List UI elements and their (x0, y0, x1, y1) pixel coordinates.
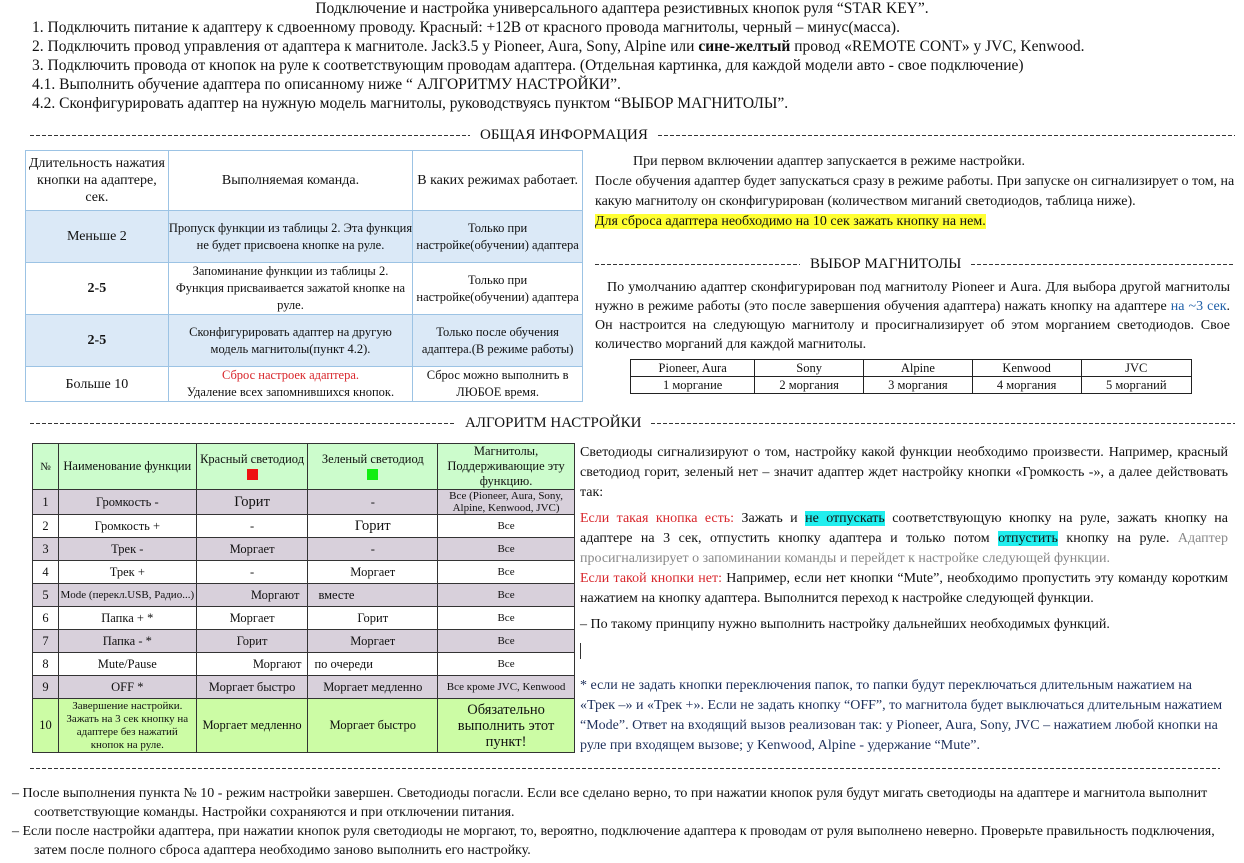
paragraph: – По такому принципу нужно выполнить настройку дальнейших необходимых функций. (580, 617, 1110, 632)
table-row (33, 538, 575, 561)
cell: Моргают (196, 653, 308, 676)
cell: 1 (33, 490, 59, 515)
header-cell: Выполняемая команда. (168, 151, 412, 211)
text: Например, если нет кнопки “Mute”, необходимо пропустить эту команду коротким нажатием на кнопку адаптера. Выполнится переход к настройке следующей функции. (580, 571, 1228, 606)
header-cell: Наименование функции (58, 444, 196, 490)
label-red: Если такой кнопки нет: (580, 571, 723, 586)
cell: Alpine (864, 360, 973, 377)
table-row (33, 630, 575, 653)
step-2 (32, 37, 1085, 56)
cell: Завершение настройки. Зажать на 3 сек кнопку на адаптере без нажатий кнопок на руле. (58, 699, 196, 753)
cell: 7 (33, 630, 59, 653)
section-title-general: ОБЩАЯ ИНФОРМАЦИЯ (480, 127, 648, 143)
cell: 2-5 (26, 263, 169, 315)
label-red: Если такая кнопка есть: (580, 511, 735, 526)
green-led-icon (367, 469, 378, 480)
cell: 4 (33, 561, 59, 584)
cell: Сброс можно выполнить в ЛЮБОЕ время. (413, 367, 583, 402)
header-text: Зеленый светодиод (321, 451, 424, 466)
cell: 3 моргания (864, 377, 973, 394)
cell: Обязательно выполнить этот пункт! (438, 699, 575, 753)
table-row (26, 263, 583, 315)
table-row (33, 653, 575, 676)
cell: Папка + * (58, 607, 196, 630)
cell: Только при настройке(обучении) адаптера (413, 211, 583, 263)
cell: Все (438, 538, 575, 561)
cell: 9 (33, 676, 59, 699)
red-led-icon (247, 469, 258, 480)
cell: - (196, 515, 308, 538)
bottom-notes (8, 784, 1230, 860)
cell: Сконфигурировать адаптер на другую модель магнитолы(пункт 4.2). (168, 315, 412, 367)
cell: Трек + (58, 561, 196, 584)
text-cursor (580, 643, 581, 659)
cell: Пропуск функции из таблицы 2. Эта функция не будет присвоена кнопке на руле. (168, 211, 412, 263)
cell: Все (438, 630, 575, 653)
table-row (33, 676, 575, 699)
cell: Трек - (58, 538, 196, 561)
reset-highlight: Для сброса адаптера необходимо на 10 сек зажать кнопку на нем. (595, 214, 986, 229)
header-text: Красный светодиод (200, 451, 305, 466)
cell: Sony (755, 360, 864, 377)
text: . Он настроится на следующую магнитолу и просигнализирует об этом морганием светодиодов. Свое количество морганий для каждой магнитолы. (595, 299, 1230, 352)
text: Зажать и (734, 511, 806, 526)
cell: Моргает (196, 538, 308, 561)
step-2-end: провод «REMOTE CONT» у JVC, Kenwood. (790, 38, 1085, 55)
cell: 2-5 (26, 315, 169, 367)
step-2-bold: сине-желтый (698, 38, 791, 55)
cell: 1 моргание (631, 377, 755, 394)
paragraph: Светодиоды сигнализируют о том, настройку какой функции необходимо произвести. Например, красный светодиод горит, зеленый нет – значит адаптер ждет настройку кнопки «Громкость -», а далее действовать так: (580, 445, 1228, 500)
cell: Моргает (308, 561, 438, 584)
cell: Больше 10 (26, 367, 169, 402)
cell: 5 (33, 584, 59, 607)
step-4-2: 4.2. Сконфигурировать адаптер на нужную модель магнитолы, руководствуясь пунктом “ВЫБОР МАГНИТОЛЫ”. (32, 95, 789, 112)
table-row (33, 607, 575, 630)
cell: Все (Pioneer, Aura, Sony, Alpine, Kenwood, JVC) (438, 490, 575, 515)
header-cell (308, 444, 438, 490)
paragraph: При первом включении адаптер запускается в режиме настройки. (633, 154, 1025, 169)
cell: Все (438, 561, 575, 584)
cell: 5 морганий (1081, 377, 1191, 394)
cell: Моргает быстро (308, 699, 438, 753)
cell: 10 (33, 699, 59, 753)
step-2-text: 2. Подключить провод управления от адаптера к магнитоле. Jack3.5 у Pioneer, Aura, Sony, Alpine или (32, 38, 699, 55)
cell: 2 моргания (755, 377, 864, 394)
cell: Kenwood (972, 360, 1081, 377)
table-row (26, 315, 583, 367)
cell: 6 (33, 607, 59, 630)
cell: Горит (308, 515, 438, 538)
cell: Mute/Pause (58, 653, 196, 676)
section-title-select: ВЫБОР МАГНИТОЛЫ (810, 256, 962, 272)
cell: Все (438, 515, 575, 538)
table-row (33, 561, 575, 584)
text-gray: Адаптер просигнализирует о запоминании команды и перейдет к настройке следующей функции. (580, 531, 1228, 566)
cell: OFF * (58, 676, 196, 699)
cell: Mode (перекл.USB, Радио...) (58, 584, 196, 607)
cell: Только после обучения адаптера.(В режиме работы) (413, 315, 583, 367)
footnote: * если не задать кнопки переключения папок, то папки будут переключаться длительным нажатием на «Трек –» и «Трек +». Если не задать кнопку “OFF”, то магнитола будет выключаться длительным нажатием “Mode”. Ответ на входящий вызов реализован так: у Pioneer, Aura, Sony, JVC – нажатием любой кнопки на руле при входящем вызове; у Kenwood, Alpine - удержание “Mute”. (580, 678, 1223, 753)
table-row (631, 377, 1192, 394)
cell: вместе (308, 584, 438, 607)
step-4-1: 4.1. Выполнить обучение адаптера по описанному ниже “ АЛГОРИТМУ НАСТРОЙКИ”. (32, 76, 621, 93)
cell: Моргает (196, 607, 308, 630)
cell: Моргает быстро (196, 676, 308, 699)
cell: 2 (33, 515, 59, 538)
reset-text: Сброс настроек адаптера. (221, 368, 360, 382)
note: – После выполнения пункта № 10 - режим настройки завершен. Светодиоды погасли. Если все сделано верно, то при нажатии кнопок руля будут мигать светодиоды на адаптере и магнитола выполнит соответствующие команды. Настройки сохраняются и при отключении питания. (12, 786, 1208, 820)
paragraph: После обучения адаптер будет запускаться сразу в режиме работы. При запуске он сигнализирует о том, на какую магнитолу он сконфигурирован (количеством миганий светодиодов, таблица ниже). (595, 174, 1235, 209)
text: кнопку на руле. (1057, 531, 1178, 546)
cell (168, 367, 412, 402)
document-title: Подключение и настройка универсального адаптера резистивных кнопок руля “STAR KEY”. (315, 0, 929, 17)
table-row (33, 699, 575, 753)
header-cell: № (33, 444, 59, 490)
table-row (26, 367, 583, 402)
cell: Горит (196, 490, 308, 515)
table-header (33, 444, 575, 490)
cell: Все кроме JVC, Kenwood (438, 676, 575, 699)
cell: Моргает медленно (308, 676, 438, 699)
cell: Все (438, 653, 575, 676)
note: – Если после настройки адаптера, при нажатии кнопок руля светодиоды не моргают, то, вероятно, подключение адаптера к проводам от руля выполнено неверно. Проверьте правильность подключения, затем после полного сброса адаптера необходимо заново выполнить его настройку. (12, 824, 1215, 858)
text: По умолчанию адаптер сконфигурирован под магнитолу Pioneer и Aura. Для выбора другой магнитолы нужно в режиме работы (это после завершения обучения адаптера) нажать кнопку на адаптере (595, 280, 1230, 314)
cell-text: Удаление всех запомнившихся кнопок. (186, 385, 395, 399)
cell: Моргают (196, 584, 308, 607)
cell: Только при настройке(обучении) адаптера (413, 263, 583, 315)
header-cell: Длительность нажатия кнопки на адаптере, сек. (26, 151, 169, 211)
divider-algo (30, 415, 1235, 432)
cell: 8 (33, 653, 59, 676)
cell: 3 (33, 538, 59, 561)
radio-blink-table (630, 359, 1192, 394)
text: соответствующую кнопку на руле, зажать кнопку на адаптере на 3 сек, отпустить кнопку адаптера и только потом (580, 511, 1228, 546)
header-cell: В каких режимах работает. (413, 151, 583, 211)
cell: 4 моргания (972, 377, 1081, 394)
cell: Горит (196, 630, 308, 653)
table-row (631, 360, 1192, 377)
cell: Папка - * (58, 630, 196, 653)
table-row (26, 211, 583, 263)
cell: JVC (1081, 360, 1191, 377)
table-row (33, 490, 575, 515)
table-row (33, 515, 575, 538)
cell: - (308, 490, 438, 515)
general-info-text (595, 152, 1237, 232)
paragraph-if-not-exists (580, 569, 1228, 609)
cell: Все (438, 607, 575, 630)
header-cell (196, 444, 308, 490)
highlight: не отпускать (805, 511, 885, 526)
cell: по очереди (308, 653, 438, 676)
step-3: 3. Подключить провода от кнопок на руле к соответствующим проводам адаптера. (Отдельная картинка, для каждой модели авто - свое подключение) (32, 57, 1024, 74)
algorithm-text (580, 443, 1228, 659)
cell: Все (438, 584, 575, 607)
text-blue: на ~3 сек (1170, 299, 1227, 314)
header-cell: Магнитолы, Поддерживающие эту функцию. (438, 444, 575, 490)
step-1: 1. Подключить питание к адаптеру к сдвоенному проводу. Красный: +12В от красного провода магнитолы, черный – минус(масса). (32, 19, 900, 36)
algorithm-table (32, 443, 575, 753)
paragraph-if-exists (580, 509, 1228, 569)
select-radio-text (595, 278, 1230, 354)
section-title-algo: АЛГОРИТМ НАСТРОЙКИ (465, 415, 642, 431)
cell: Моргает медленно (196, 699, 308, 753)
setup-steps (32, 18, 1085, 113)
cell: Громкость + (58, 515, 196, 538)
cell: - (308, 538, 438, 561)
cell: Запоминание функции из таблицы 2. Функция присваивается зажатой кнопке на руле. (168, 263, 412, 315)
table-header (26, 151, 583, 211)
highlight: отпустить (998, 531, 1058, 546)
button-duration-table (25, 150, 583, 402)
table-row (33, 584, 575, 607)
divider-general (30, 127, 1235, 144)
divider-bottom (30, 768, 1220, 769)
cell: Горит (308, 607, 438, 630)
cell: - (196, 561, 308, 584)
divider-select (595, 256, 1235, 273)
cell: Моргает (308, 630, 438, 653)
cell: Меньше 2 (26, 211, 169, 263)
cell: Громкость - (58, 490, 196, 515)
cell: Pioneer, Aura (631, 360, 755, 377)
